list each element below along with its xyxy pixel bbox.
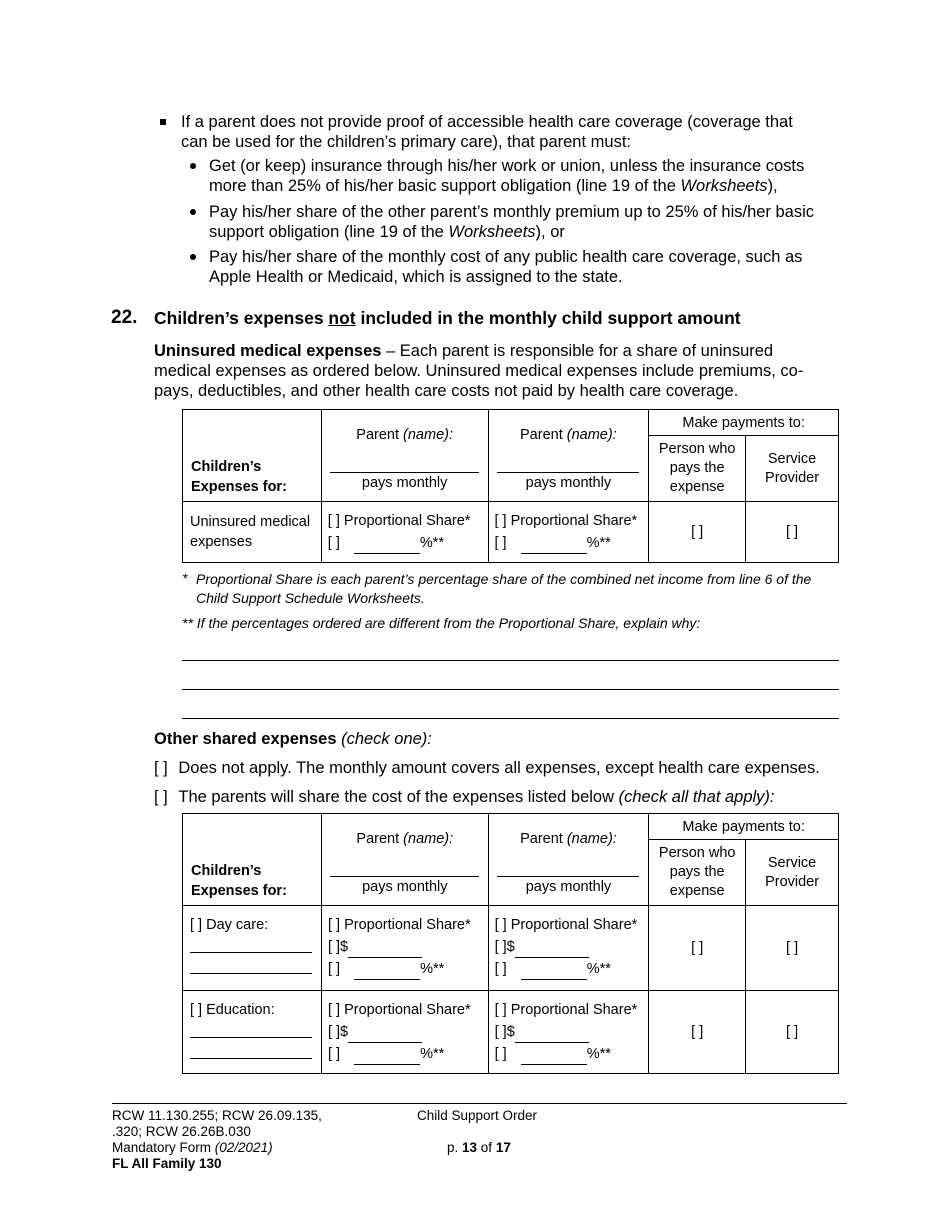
percent-checkbox[interactable]: [ ] [494, 1046, 507, 1062]
parent-name-field[interactable] [330, 462, 479, 473]
service-provider-checkbox[interactable]: [ ] [746, 991, 839, 1074]
percent-field[interactable] [521, 539, 587, 554]
dollar-checkbox[interactable]: [ ]$ [494, 939, 515, 955]
option-share-cost[interactable]: [ ] The parents will share the cost of the expenses listed below (check all that apply): [154, 788, 775, 806]
parent-name-field[interactable] [330, 866, 479, 877]
parent-1-share-cell: [ ] Proportional Share* [ ]$ [ ] %** [321, 991, 488, 1074]
percent-checkbox[interactable]: [ ] [327, 535, 340, 551]
education-detail-line[interactable] [190, 1023, 312, 1038]
percent-field[interactable] [354, 1050, 420, 1065]
header-person-who-pays: Person who pays the expense [649, 840, 746, 906]
section-number: 22. [111, 307, 138, 328]
education-checkbox[interactable]: [ ] Education: [190, 1002, 275, 1018]
parent-1-share-cell: [ ] Proportional Share* [ ]$ [ ] %** [321, 906, 488, 991]
education-detail-line[interactable] [190, 1038, 312, 1059]
proportional-share-checkbox[interactable]: [ ] Proportional Share* [494, 1002, 638, 1018]
round-bullet-icon [190, 209, 196, 215]
footer-page-number: p. 13 of 17 [447, 1140, 511, 1155]
day-care-checkbox[interactable]: [ ] Day care: [190, 917, 269, 933]
percentage-explain-note: ** If the percentages ordered are different from the Proportional Share, explain why: [182, 615, 701, 631]
service-provider-checkbox[interactable]: [ ] [746, 906, 839, 991]
round-bullet-icon [190, 163, 196, 169]
option-does-not-apply[interactable]: [ ] Does not apply. The monthly amount covers all expenses, except health care expenses. [154, 759, 820, 777]
dollar-field[interactable] [348, 943, 422, 958]
sub-bullet-text-3: Pay his/her share of the monthly cost of any public health care coverage, such as Apple Health or Medicaid, which is assigned to the state. [209, 248, 803, 286]
footer-doc-title: Child Support Order [417, 1108, 538, 1123]
parent-name-field[interactable] [497, 462, 640, 473]
dollar-checkbox[interactable]: [ ]$ [327, 1024, 349, 1040]
header-parent-1: Parent (name): pays monthly [321, 410, 488, 502]
proportional-share-note: Proportional Share is each parent’s percentage share of the combined net income from line 6 of the Child Support Schedule Worksheets. [196, 571, 812, 606]
dollar-checkbox[interactable]: [ ]$ [494, 1024, 515, 1040]
footer-left: RCW 11.130.255; RCW 26.09.135, .320; RCW 26.26B.030 Mandatory Form (02/2021) FL All Family 130 [112, 1108, 322, 1171]
parent-name-field[interactable] [497, 866, 640, 877]
service-provider-checkbox[interactable]: [ ] [746, 502, 839, 563]
other-shared-title: Other shared expenses (check one): [154, 730, 432, 748]
proportional-share-checkbox[interactable]: [ ] Proportional Share* [327, 513, 471, 529]
sub-bullet-text-2: Pay his/her share of the other parent’s monthly premium up to 25% of his/her basic support obligation (line 19 of the Worksheets), or [209, 203, 815, 241]
person-who-pays-checkbox[interactable]: [ ] [649, 906, 746, 991]
day-care-detail-line[interactable] [190, 938, 312, 953]
dollar-field[interactable] [515, 943, 589, 958]
proportional-share-checkbox[interactable]: [ ] Proportional Share* [327, 917, 471, 933]
percent-checkbox[interactable]: [ ] [494, 961, 507, 977]
proportional-share-checkbox[interactable]: [ ] Proportional Share* [494, 513, 638, 529]
uninsured-paragraph: Uninsured medical expenses – Each parent is responsible for a share of uninsured medical expenses as ordered below. Uninsured medical expenses include premiums, co- pays, deductibles, and other health care costs not paid by health care coverage. [154, 342, 804, 400]
shared-expenses-table [182, 813, 839, 1074]
header-make-payments: Make payments to: [649, 410, 839, 436]
header-parent-1: Parent (name): pays monthly [321, 814, 488, 906]
footer-divider [112, 1103, 847, 1104]
header-service-provider: Service Provider [746, 840, 839, 906]
percent-checkbox[interactable]: [ ] [494, 535, 507, 551]
percent-checkbox[interactable]: [ ] [327, 961, 341, 977]
parent-1-share-cell: [ ] Proportional Share* [ ] %** [321, 502, 488, 563]
uninsured-expenses-table [182, 409, 839, 563]
row-day-care [183, 906, 322, 991]
header-parent-2: Parent (name): pays monthly [488, 814, 649, 906]
explain-line-1[interactable] [182, 660, 839, 661]
explain-line-2[interactable] [182, 689, 839, 690]
dollar-field[interactable] [348, 1028, 422, 1043]
percent-checkbox[interactable]: [ ] [327, 1046, 341, 1062]
dollar-checkbox[interactable]: [ ]$ [327, 939, 349, 955]
header-person-who-pays: Person who pays the expense [649, 436, 746, 502]
round-bullet-icon [190, 254, 196, 260]
percent-field[interactable] [521, 1050, 587, 1065]
note-star-marker: * [182, 570, 188, 586]
header-children-expenses: Children’s Expenses for: [183, 814, 322, 906]
header-children-expenses: Children’s Expenses for: [183, 410, 322, 502]
option-checkbox[interactable]: [ ] [154, 788, 168, 806]
proportional-share-checkbox[interactable]: [ ] Proportional Share* [494, 917, 638, 933]
explain-line-3[interactable] [182, 718, 839, 719]
row-uninsured-medical: Uninsured medical expenses [183, 502, 322, 563]
person-who-pays-checkbox[interactable]: [ ] [649, 991, 746, 1074]
day-care-detail-line[interactable] [190, 953, 312, 974]
section-title: Children’s expenses not included in the monthly child support amount [154, 308, 741, 328]
parent-2-share-cell: [ ] Proportional Share* [ ] %** [488, 502, 649, 563]
option-checkbox[interactable]: [ ] [154, 759, 168, 777]
header-parent-2: Parent (name): pays monthly [488, 410, 649, 502]
person-who-pays-checkbox[interactable]: [ ] [649, 502, 746, 563]
parent-2-share-cell: [ ] Proportional Share* [ ]$ [ ] %** [488, 906, 649, 991]
header-service-provider: Service Provider [746, 436, 839, 502]
parent-2-share-cell: [ ] Proportional Share* [ ]$ [ ] %** [488, 991, 649, 1074]
bullet-text: If a parent does not provide proof of accessible health care coverage (coverage that can be used for the children’s primary care), that parent must: [181, 113, 793, 151]
dollar-field[interactable] [515, 1028, 589, 1043]
row-education [183, 991, 322, 1074]
header-make-payments: Make payments to: [649, 814, 839, 840]
sub-bullet-text-1: Get (or keep) insurance through his/her work or union, unless the insurance costs more than 25% of his/her basic support obligation (line 19 of the Worksheets), [209, 157, 805, 195]
percent-field[interactable] [521, 965, 587, 980]
square-bullet-icon [160, 119, 166, 125]
percent-field[interactable] [354, 965, 420, 980]
proportional-share-checkbox[interactable]: [ ] Proportional Share* [327, 1002, 471, 1018]
percent-field[interactable] [354, 539, 420, 554]
